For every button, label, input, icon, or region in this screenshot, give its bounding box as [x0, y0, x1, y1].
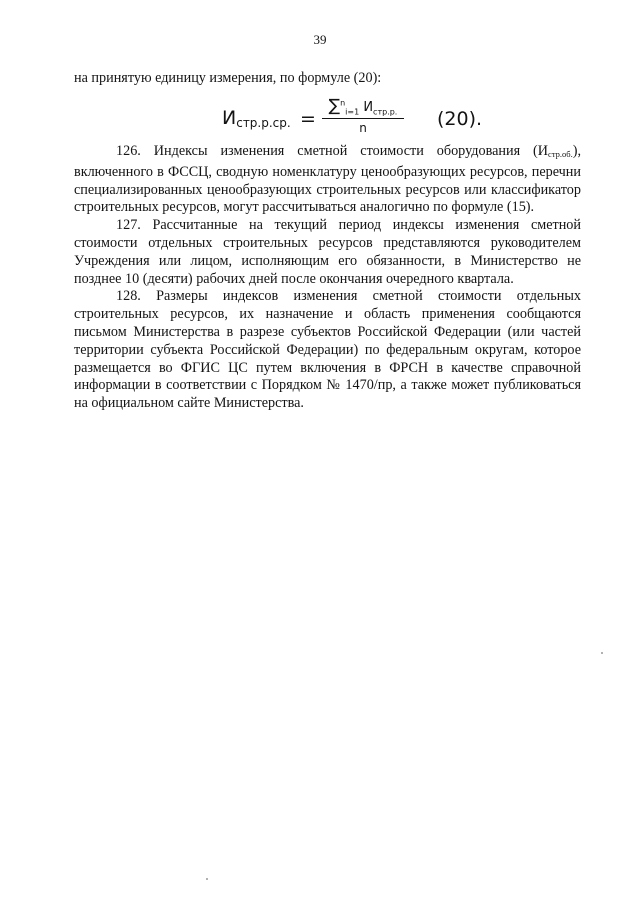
- formula-fraction: [322, 96, 404, 135]
- formula-equals: =: [300, 108, 316, 130]
- page-number: 39: [313, 32, 327, 47]
- paragraph-126-part-b: ), включенного в ФССЦ, сводную номенклатуру ценообразующих ресурсов, перечни специализированных ценообразующих строительных ресурсов или классификатор строительных ресурсов, могут рассчитываться аналогично по формуле (15).: [74, 143, 581, 216]
- formula-sum-upper: n: [340, 98, 346, 108]
- formula-lhs: [222, 107, 291, 130]
- paragraph-126-subscript: стр.об.: [548, 149, 573, 159]
- intro-line: на принятую единицу измерения, по формуле (20):: [74, 70, 382, 86]
- formula-sum-lower: i=1: [345, 107, 360, 117]
- formula-sigma: ∑: [328, 96, 341, 116]
- formula-lhs-subscript: стр.р.ср.: [236, 116, 291, 130]
- formula-lhs-main: И: [222, 107, 237, 129]
- paragraph-126-part-a: 126. Индексы изменения сметной стоимости оборудования (И: [116, 143, 549, 159]
- formula-numerator-main: И: [359, 100, 374, 115]
- formula-numerator: [322, 96, 404, 118]
- formula-20: [0, 96, 640, 140]
- paragraph-128: 128. Размеры индексов изменения сметной стоимости отдельных строительных ресурсов, их назначение и область применения сообщаются письмом Министерства в разрезе субъектов Российской Федерации (или частей территории субъекта Российской Федерации) по федеральным округам, которое размещается во ФГИС ЦС путем включения в ФРСН в качестве справочной информации в соответствии с Порядком № 1470/пр, а также может публиковаться на официальном сайте Министерства.: [74, 288, 581, 412]
- paragraph-126: [74, 143, 581, 217]
- formula-denominator: n: [359, 120, 367, 135]
- formula-label: (20).: [437, 108, 483, 130]
- formula-numerator-subscript: стр.р.: [373, 107, 398, 117]
- scan-speck: [206, 878, 208, 880]
- body-text: [74, 143, 581, 413]
- paragraph-127: 127. Рассчитанные на текущий период индексы изменения сметной стоимости отдельных строительных ресурсов представляются руководителем Учреждения или лицом, исполняющим его обязанности, в Министерство не позднее 10 (десяти) рабочих дней после окончания очередного квартала.: [74, 217, 581, 287]
- scan-speck: [601, 652, 603, 654]
